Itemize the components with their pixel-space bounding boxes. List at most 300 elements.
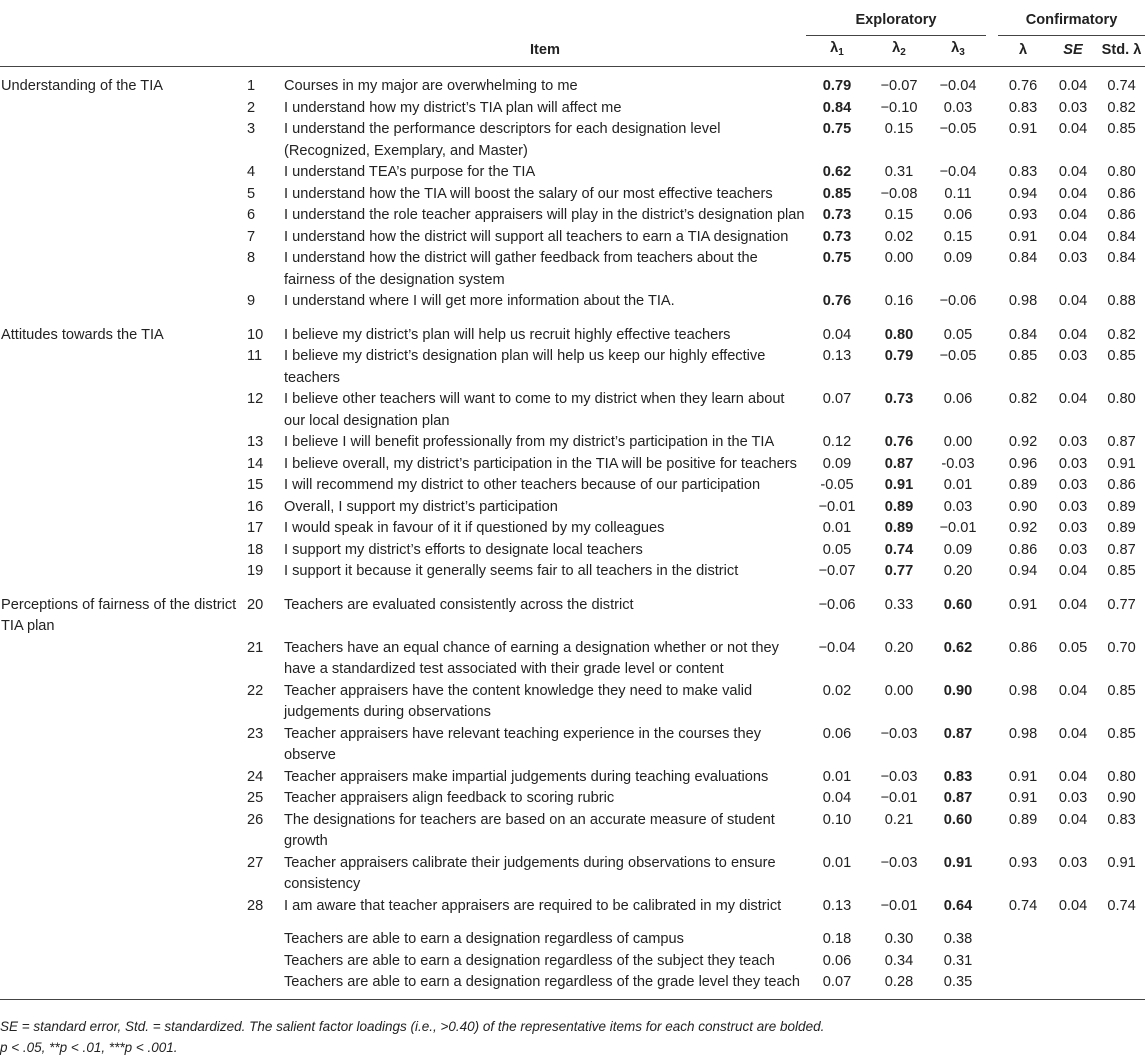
table-row xyxy=(0,313,1145,347)
gap-cell xyxy=(986,788,998,810)
table-row xyxy=(0,853,1145,896)
item-number: 4 xyxy=(247,164,256,180)
section-cell xyxy=(0,119,247,162)
se-value: 0.03 xyxy=(1058,455,1088,472)
lambda-value: 0.91 xyxy=(1008,121,1038,137)
gap-cell xyxy=(986,184,998,206)
se-value: 0.04 xyxy=(1058,768,1088,785)
section-cell xyxy=(0,896,247,918)
gap-cell xyxy=(986,896,998,918)
se-value: 0.03 xyxy=(1058,250,1088,266)
lambda2-value: 0.91 xyxy=(884,477,914,493)
item-text: I am aware that teacher appraisers are required to be calibrated in my district xyxy=(284,897,782,914)
table-row xyxy=(0,346,1145,389)
section-cell xyxy=(0,681,247,724)
item-text: Teacher appraisers have the content knowledge they need to make valid judgements during observations xyxy=(284,682,753,720)
lambda1-value: 0.18 xyxy=(822,931,852,947)
se-value: 0.03 xyxy=(1058,541,1088,558)
gap-cell xyxy=(986,227,998,249)
lambda3-value: 0.11 xyxy=(944,185,972,202)
lambda3-value: −0.04 xyxy=(939,78,977,94)
lambda3-value: −0.04 xyxy=(939,164,977,180)
gap-cell xyxy=(986,205,998,227)
section-cell xyxy=(0,917,247,951)
lambda2-value: 0.89 xyxy=(884,498,914,515)
factor-loadings-table xyxy=(0,8,1145,1000)
item-text: I understand how the district will gather feedback from teachers about the fairness of the designation system xyxy=(284,250,758,288)
lambda3-value: 0.03 xyxy=(943,99,973,116)
std-lambda-value: 0.70 xyxy=(1107,639,1136,656)
table-row xyxy=(0,162,1145,184)
se-value: 0.04 xyxy=(1058,207,1088,223)
item-text: I believe other teachers will want to come to my district when they learn about our local designation plan xyxy=(284,391,785,429)
gap-cell xyxy=(986,724,998,767)
item-number: 10 xyxy=(247,326,264,343)
se-value: 0.04 xyxy=(1058,121,1088,137)
lambda1-value: 0.05 xyxy=(822,541,852,558)
item-text: Teachers are able to earn a designation regardless of the grade level they teach xyxy=(284,972,806,999)
lambda-value: 0.91 xyxy=(1008,596,1038,613)
lambda2-value: 0.21 xyxy=(884,811,914,828)
lambda1-value: 0.12 xyxy=(822,434,852,450)
lambda2-value: −0.01 xyxy=(880,897,918,914)
table-row xyxy=(0,389,1145,432)
lambda-value: 0.93 xyxy=(1008,207,1038,223)
item-number: 16 xyxy=(247,498,264,515)
item-header: Item xyxy=(284,36,806,67)
lambda-value: 0.84 xyxy=(1008,326,1038,343)
gap-cell xyxy=(986,810,998,853)
item-text: Teacher appraisers align feedback to scoring rubric xyxy=(284,790,615,806)
lambda1-value: −0.06 xyxy=(818,596,856,613)
item-text: Courses in my major are overwhelming to me xyxy=(284,78,578,94)
table-row xyxy=(0,119,1145,162)
se-value: 0.04 xyxy=(1058,293,1088,309)
lambda2-value: 0.31 xyxy=(884,164,914,180)
gap-cell xyxy=(986,67,998,98)
section-cell xyxy=(0,184,247,206)
table-row xyxy=(0,788,1145,810)
lambda3-value: 0.00 xyxy=(943,434,973,450)
item-number: 21 xyxy=(247,639,264,656)
item-number: 11 xyxy=(247,348,263,364)
lambda2-value: −0.07 xyxy=(880,78,918,94)
lambda1-value: 0.06 xyxy=(822,952,852,969)
section-cell xyxy=(0,432,247,454)
se-value: 0.04 xyxy=(1058,811,1088,828)
se-value: 0.03 xyxy=(1058,790,1088,806)
lambda2-value: −0.03 xyxy=(880,725,918,742)
lambda2-value: 0.33 xyxy=(884,596,914,613)
lambda3-value: 0.60 xyxy=(943,811,973,828)
table-row xyxy=(0,561,1145,583)
gap-cell xyxy=(986,951,998,973)
se-value: 0.03 xyxy=(1058,434,1088,450)
item-text: I support it because it generally seems fair to all teachers in the district xyxy=(284,563,739,579)
lambda2-value: 0.15 xyxy=(884,121,914,137)
gap-cell xyxy=(986,853,998,896)
section-label: Attitudes towards the TIA xyxy=(1,326,164,343)
item-number xyxy=(247,917,284,951)
se-value: 0.04 xyxy=(1058,228,1088,245)
se-value xyxy=(1048,951,1098,973)
std-lambda-value: 0.88 xyxy=(1107,293,1136,309)
lambda3-value: 0.64 xyxy=(943,897,973,914)
lambda3-value: 0.90 xyxy=(943,682,973,699)
std-lambda-value xyxy=(1098,951,1145,973)
lambda-value: 0.98 xyxy=(1008,682,1038,699)
item-text: I believe overall, my district’s participation in the TIA will be positive for teachers xyxy=(284,455,797,472)
lambda2-value: 0.00 xyxy=(884,250,914,266)
lambda-value xyxy=(998,972,1048,999)
item-number: 19 xyxy=(247,563,264,579)
std-lambda-value: 0.74 xyxy=(1107,897,1136,914)
lambda-value: 0.98 xyxy=(1008,725,1038,742)
table-row xyxy=(0,951,1145,973)
se-value: 0.03 xyxy=(1058,498,1088,515)
lambda1-value: 0.01 xyxy=(822,768,852,785)
std-lambda-value: 0.85 xyxy=(1107,563,1136,579)
section-cell xyxy=(0,291,247,313)
se-value: 0.03 xyxy=(1058,348,1088,364)
item-text: Teachers are able to earn a designation regardless of the subject they teach xyxy=(284,952,775,969)
section-cell xyxy=(0,853,247,896)
lambda-value: 0.89 xyxy=(1008,477,1038,493)
item-number: 28 xyxy=(247,897,264,914)
gap-cell xyxy=(986,583,998,638)
item-text: Teachers are evaluated consistently across the district xyxy=(284,596,634,613)
item-number: 13 xyxy=(247,434,264,450)
item-text: The designations for teachers are based on an accurate measure of student growth xyxy=(284,811,775,849)
lambda2-value: 0.34 xyxy=(884,952,914,969)
lambda1-value: 0.73 xyxy=(822,207,852,223)
item-number: 24 xyxy=(247,768,264,785)
table-row xyxy=(0,638,1145,681)
std-lambda-value: 0.89 xyxy=(1107,498,1136,515)
lambda2-value: −0.01 xyxy=(880,790,918,806)
gap-cell xyxy=(986,98,998,120)
table-row xyxy=(0,432,1145,454)
lambda-value: 0.82 xyxy=(1008,391,1038,407)
lambda-value xyxy=(998,951,1048,973)
lambda2-value: −0.10 xyxy=(880,99,918,116)
item-text: Overall, I support my district’s participation xyxy=(284,498,558,515)
lambda1-value: 0.01 xyxy=(822,854,852,871)
item-number xyxy=(247,951,284,973)
lambda-value: 0.92 xyxy=(1008,520,1038,536)
table-row xyxy=(0,518,1145,540)
lambda2-value: 0.76 xyxy=(884,434,914,450)
std-lambda-value: 0.80 xyxy=(1107,391,1136,407)
gap-cell xyxy=(986,475,998,497)
std-lambda-value: 0.89 xyxy=(1107,520,1136,536)
std-lambda-header: Std. λ xyxy=(1098,36,1145,67)
table-row xyxy=(0,917,1145,951)
item-text: I believe my district’s plan will help us recruit highly effective teachers xyxy=(284,326,731,343)
section-cell xyxy=(0,810,247,853)
section-cell xyxy=(0,561,247,583)
gap-cell xyxy=(986,540,998,562)
header-row-groups xyxy=(0,8,1145,36)
se-value: 0.04 xyxy=(1058,391,1088,407)
item-number: 22 xyxy=(247,682,264,699)
item-text: I understand TEA’s purpose for the TIA xyxy=(284,164,536,180)
std-lambda-value: 0.86 xyxy=(1107,477,1136,493)
std-lambda-value: 0.86 xyxy=(1107,207,1136,223)
gap-cell xyxy=(986,561,998,583)
se-value: 0.03 xyxy=(1058,99,1088,116)
lambda3-header: $\lambda_3$ xyxy=(930,36,986,67)
lambda3-value: 0.83 xyxy=(943,768,973,785)
lambda3-value: 0.05 xyxy=(943,326,973,343)
lambda2-value: −0.03 xyxy=(880,854,918,871)
se-value: 0.04 xyxy=(1058,682,1088,699)
table-row xyxy=(0,767,1145,789)
lambda2-value: 0.16 xyxy=(884,293,914,309)
lambda1-value: 0.13 xyxy=(822,897,852,914)
gap-cell xyxy=(986,248,998,291)
std-lambda-value: 0.85 xyxy=(1107,121,1136,137)
item-text: I understand how the district will support all teachers to earn a TIA designation xyxy=(284,228,789,245)
table-row xyxy=(0,583,1145,638)
table-row xyxy=(0,497,1145,519)
table-row xyxy=(0,972,1145,999)
item-number: 26 xyxy=(247,811,264,828)
lambda1-value: 0.10 xyxy=(822,811,852,828)
lambda3-value: 0.87 xyxy=(943,790,973,806)
gap-cell xyxy=(986,313,998,347)
table-body xyxy=(0,67,1145,1000)
lambda1-value: 0.75 xyxy=(822,121,852,137)
item-text: I understand how my district’s TIA plan will affect me xyxy=(284,99,622,116)
lambda2-value: 0.00 xyxy=(884,682,914,699)
se-value xyxy=(1048,917,1098,951)
se-header: SE xyxy=(1048,36,1098,67)
lambda-value: 0.86 xyxy=(1008,639,1038,656)
gap-cell xyxy=(986,454,998,476)
item-number: 6 xyxy=(247,207,256,223)
item-number: 17 xyxy=(247,520,264,536)
gap-cell xyxy=(986,291,998,313)
table-row xyxy=(0,896,1145,918)
lambda1-value: 0.79 xyxy=(822,78,852,94)
item-number: 7 xyxy=(247,228,256,245)
item-number: 9 xyxy=(247,293,256,309)
lambda-value: 0.91 xyxy=(1008,790,1038,806)
item-text: Teacher appraisers calibrate their judgements during observations to ensure consistency xyxy=(284,854,776,892)
table-row xyxy=(0,291,1145,313)
lambda1-value: 0.75 xyxy=(822,250,852,266)
lambda2-value: 0.15 xyxy=(884,207,914,223)
section-cell xyxy=(0,389,247,432)
lambda3-value: 0.03 xyxy=(943,498,973,515)
section-cell xyxy=(0,205,247,227)
section-cell xyxy=(0,767,247,789)
std-lambda-value: 0.87 xyxy=(1107,541,1136,558)
std-lambda-value: 0.77 xyxy=(1107,596,1136,613)
lambda-value: 0.91 xyxy=(1008,768,1038,785)
se-value: 0.03 xyxy=(1058,477,1088,493)
lambda3-value: 0.15 xyxy=(943,228,973,245)
lambda3-value: 0.06 xyxy=(943,391,973,407)
lambda-value xyxy=(998,917,1048,951)
lambda-value: 0.85 xyxy=(1008,348,1038,364)
std-lambda-value: 0.84 xyxy=(1107,228,1136,245)
se-value: 0.04 xyxy=(1058,725,1088,742)
lambda2-value: −0.08 xyxy=(880,185,918,202)
lambda2-value: 0.28 xyxy=(868,972,930,999)
table-row xyxy=(0,810,1145,853)
section-cell xyxy=(0,518,247,540)
item-text: I would speak in favour of it if questioned by my colleagues xyxy=(284,520,665,536)
lambda-value: 0.94 xyxy=(1008,563,1038,579)
note-line-1: SE = standard error, Std. = standardized. The salient factor loadings (i.e., >0.40) of the representative items for each construct are bolded. xyxy=(0,1019,825,1034)
lambda1-value: 0.13 xyxy=(822,348,852,364)
lambda-header: λ xyxy=(998,36,1048,67)
lambda3-value: 0.87 xyxy=(943,725,973,742)
lambda3-value: 0.06 xyxy=(943,207,973,223)
section-cell xyxy=(0,724,247,767)
se-value: 0.04 xyxy=(1058,78,1088,94)
item-number: 15 xyxy=(247,477,264,493)
se-value xyxy=(1048,972,1098,999)
confirmatory-header: Confirmatory xyxy=(998,8,1145,36)
lambda-value: 0.83 xyxy=(1008,164,1038,180)
std-lambda-value: 0.91 xyxy=(1107,854,1136,871)
lambda-value: 0.84 xyxy=(1008,250,1038,266)
lambda2-value: −0.03 xyxy=(880,768,918,785)
lambda2-value: 0.20 xyxy=(884,639,914,656)
item-text: Teacher appraisers make impartial judgements during teaching evaluations xyxy=(284,768,769,785)
lambda2-value: 0.77 xyxy=(884,563,914,579)
std-lambda-value: 0.74 xyxy=(1107,78,1136,94)
std-lambda-value: 0.80 xyxy=(1107,768,1136,785)
std-lambda-value: 0.90 xyxy=(1107,790,1136,806)
item-text: I support my district’s efforts to designate local teachers xyxy=(284,541,643,558)
table-row xyxy=(0,540,1145,562)
item-number: 2 xyxy=(247,99,256,116)
item-number: 20 xyxy=(247,596,264,613)
gap-cell xyxy=(986,162,998,184)
lambda3-value: −0.06 xyxy=(939,293,977,309)
std-lambda-value: 0.87 xyxy=(1107,434,1136,450)
lambda-value: 0.89 xyxy=(1008,811,1038,828)
lambda3-value: −0.05 xyxy=(939,348,977,364)
table-notes xyxy=(0,1016,824,1058)
item-text: I believe I will benefit professionally from my district’s participation in the TIA xyxy=(284,434,775,450)
std-lambda-value: 0.84 xyxy=(1107,250,1136,266)
se-value: 0.04 xyxy=(1058,563,1088,579)
lambda1-value: 0.06 xyxy=(822,725,852,742)
section-cell xyxy=(0,162,247,184)
se-value: 0.05 xyxy=(1058,639,1088,656)
std-lambda-value: 0.85 xyxy=(1107,725,1136,742)
lambda1-value: 0.73 xyxy=(822,228,852,245)
table-row xyxy=(0,205,1145,227)
gap-cell xyxy=(986,497,998,519)
std-lambda-value: 0.85 xyxy=(1107,348,1136,364)
lambda3-value: 0.60 xyxy=(943,596,973,613)
lambda1-value: −0.07 xyxy=(818,563,856,579)
std-lambda-value: 0.82 xyxy=(1107,99,1136,116)
lambda3-value: 0.09 xyxy=(943,250,973,266)
gap-cell xyxy=(986,389,998,432)
item-number: 12 xyxy=(247,391,264,407)
lambda1-value: 0.84 xyxy=(822,99,852,116)
section-cell xyxy=(0,475,247,497)
lambda2-header: $\lambda_2$ xyxy=(868,36,930,67)
lambda2-value: 0.79 xyxy=(884,348,914,364)
lambda3-value: 0.91 xyxy=(943,854,973,871)
item-number: 1 xyxy=(247,78,256,94)
se-value: 0.04 xyxy=(1058,596,1088,613)
table-row xyxy=(0,681,1145,724)
section-cell xyxy=(0,454,247,476)
gap-cell xyxy=(986,119,998,162)
lambda1-value: 0.85 xyxy=(822,185,852,202)
lambda2-value: 0.89 xyxy=(884,520,914,536)
lambda3-value: 0.09 xyxy=(943,541,973,558)
section-cell xyxy=(0,346,247,389)
lambda-value: 0.93 xyxy=(1008,854,1038,871)
std-lambda-value: 0.91 xyxy=(1107,455,1136,472)
lambda2-value: 0.30 xyxy=(884,931,914,947)
item-number: 25 xyxy=(247,790,264,806)
gap-cell xyxy=(986,917,998,951)
lambda1-header: $\lambda_1$ xyxy=(806,36,868,67)
se-value: 0.04 xyxy=(1058,326,1088,343)
table-row xyxy=(0,724,1145,767)
table-row xyxy=(0,227,1145,249)
lambda1-value: 0.04 xyxy=(822,326,852,343)
lambda-value: 0.94 xyxy=(1008,185,1038,202)
lambda2-value: 0.73 xyxy=(884,391,914,407)
lambda-value: 0.74 xyxy=(1008,897,1038,914)
lambda1-value: 0.04 xyxy=(822,790,852,806)
exploratory-header: Exploratory xyxy=(806,8,986,36)
table-row xyxy=(0,67,1145,98)
lambda3-value: 0.62 xyxy=(943,639,973,656)
item-number: 8 xyxy=(247,250,256,266)
se-value: 0.04 xyxy=(1058,897,1088,914)
item-number: 18 xyxy=(247,541,264,558)
table-row xyxy=(0,475,1145,497)
se-value: 0.04 xyxy=(1058,164,1088,180)
se-value: 0.03 xyxy=(1058,854,1088,871)
section-label: Perceptions of fairness of the district TIA plan xyxy=(1,596,237,634)
lambda1-value: -0.05 xyxy=(820,477,854,493)
std-lambda-value: 0.80 xyxy=(1107,164,1136,180)
lambda-value: 0.92 xyxy=(1008,434,1038,450)
section-cell xyxy=(0,248,247,291)
table-row xyxy=(0,454,1145,476)
std-lambda-value xyxy=(1098,972,1145,999)
lambda1-value: 0.07 xyxy=(806,972,868,999)
lambda-value: 0.98 xyxy=(1008,293,1038,309)
lambda1-value: 0.01 xyxy=(822,520,852,536)
lambda1-value: 0.62 xyxy=(822,164,852,180)
note-line-2: p < .05, **p < .01, ***p < .001. xyxy=(0,1040,178,1055)
gap-cell xyxy=(986,432,998,454)
item-text: I understand how the TIA will boost the salary of our most effective teachers xyxy=(284,185,773,202)
table-row xyxy=(0,248,1145,291)
gap-cell xyxy=(986,518,998,540)
lambda3-value: −0.05 xyxy=(939,121,977,137)
std-lambda-value: 0.82 xyxy=(1107,326,1136,343)
gap-cell xyxy=(986,972,998,999)
se-value: 0.03 xyxy=(1058,520,1088,536)
lambda3-value: 0.20 xyxy=(943,563,973,579)
